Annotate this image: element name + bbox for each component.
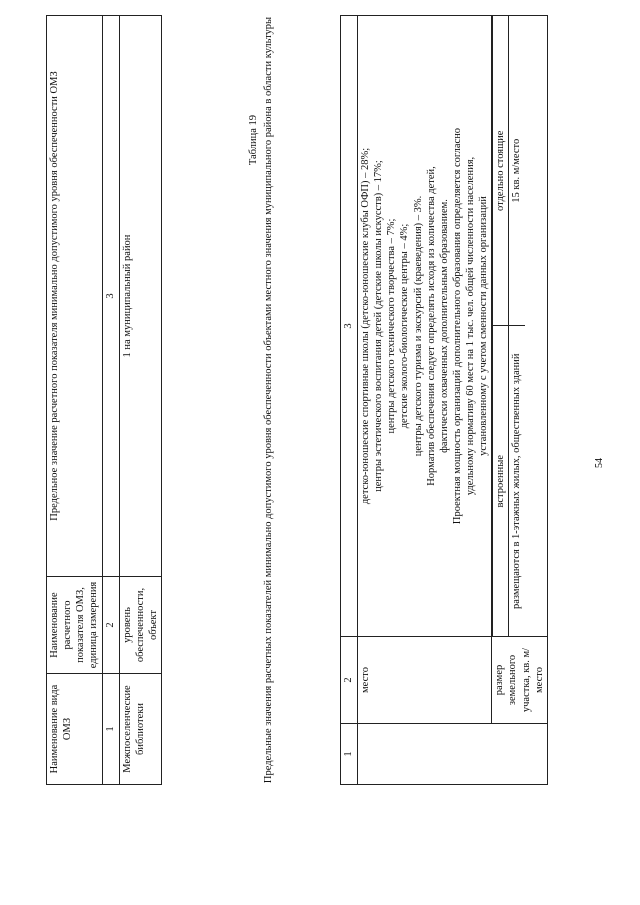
number-cell: 2 [102,577,119,674]
text-line: центры детского технического творчества – 7%; [386,218,398,434]
description-cell [358,16,492,637]
table-caption: Предельные значения расчетных показателей минимально допустимого уровня обеспеченности объектами местного значения муниципального района в области культуры [263,16,274,784]
number-cell: 1 [102,674,119,785]
text-line: детско-юношеские спортивные школы (детско-юношеские клубы ОФП) – 28%; [360,147,371,505]
land-size-label: размер земельного участка, кв. м/место [492,637,548,724]
place-label: место [358,637,492,724]
text-line: Норматив обеспечения следует определять исходя из количества детей, [425,166,437,486]
value-cell: 1 на муниципальный район [119,16,161,577]
table-row [119,16,161,785]
header-cell: 1 [341,724,358,785]
header-cell: Наименование расчетного показателя ОМЗ, единица измерения [47,577,103,674]
table-number: Таблица 19 [248,115,259,166]
text-line: детские эколого-биологические центры – 4%; [399,223,411,429]
sub-header-built-in: встроенные [493,326,509,636]
text-line: удельному нормативу 60 мест на 1 тыс. чел. общей численности населения, [465,156,476,496]
indicator-cell: уровень обеспеченности, объект [119,577,161,674]
text-line: фактически охваченных дополнительным образованием. [438,199,450,453]
page-number: 54 [594,458,605,468]
table-header-row [47,16,103,785]
continued-table [340,15,548,785]
text-line: центры детского туризма и экскурсий (краеведения) – 3%. [412,195,424,457]
sub-header-standalone: отдельно стоящие [493,16,509,326]
number-cell: 3 [102,16,119,577]
header-cell: 2 [341,637,358,724]
text-line: установленному с учетом сменности данных организаций [478,196,490,456]
header-cell: 3 [341,16,358,637]
land-size-cell [492,16,548,637]
text-line: Проектная мощность организаций дополнительного образования определяется согласно [451,127,463,525]
sub-table [492,16,524,636]
sub-value-standalone: 15 кв. м/место [509,16,525,326]
table-row [492,16,548,785]
text-line: центры эстетического воспитания детей (детские школы искусств) – 17%; [373,160,385,492]
omz-type-cell: Межпоселенческие библиотеки [119,674,161,785]
header-cell: Предельное значение расчетного показателя минимально допустимого уровня обеспеченности ОМЗ [47,16,103,577]
table-header-row [341,16,358,785]
header-cell: Наименование вида ОМЗ [47,674,103,785]
empty-cell [358,724,548,785]
table-row [358,16,492,785]
sub-value-built-in: размещаются в 1-этажных жилых, общественных зданий [509,326,525,636]
culture-table [46,15,162,785]
number-row [102,16,119,785]
